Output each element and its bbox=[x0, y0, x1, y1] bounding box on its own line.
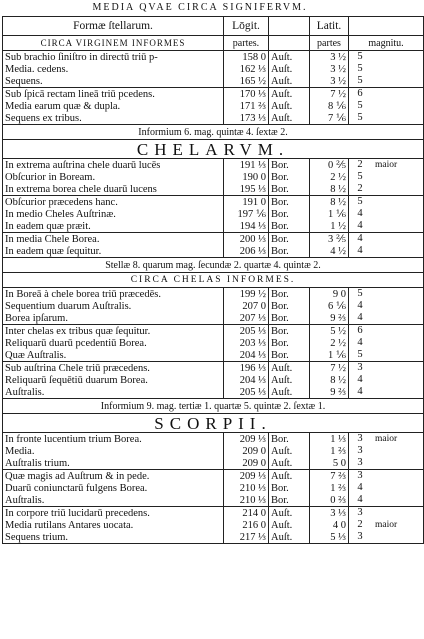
star-name: Duarū coniunctarū fulgens Borea. bbox=[3, 482, 224, 494]
star-latitude: 9 ⅔ bbox=[310, 386, 349, 399]
star-row bbox=[3, 171, 424, 183]
star-magnitude-cell bbox=[349, 337, 424, 349]
star-magnitude: 4 bbox=[357, 208, 363, 219]
star-magnitude-cell bbox=[349, 112, 424, 125]
star-latitude-direction: Bor. bbox=[269, 288, 310, 301]
star-longitude: 191 0 bbox=[224, 196, 269, 209]
star-latitude: 1 ⅓ bbox=[310, 433, 349, 446]
star-latitude-direction: Bor. bbox=[269, 159, 310, 172]
star-magnitude-cell bbox=[349, 531, 424, 544]
star-longitude: 204 ⅓ bbox=[224, 374, 269, 386]
star-magnitude-cell bbox=[349, 519, 424, 531]
star-magnitude: 3 bbox=[357, 470, 363, 481]
star-latitude: 5 ½ bbox=[310, 325, 349, 338]
star-magnitude: 4 bbox=[357, 220, 363, 231]
star-magnitude-cell bbox=[349, 507, 424, 520]
star-magnitude-cell bbox=[349, 196, 424, 209]
star-name: In eadem quæ præit. bbox=[3, 220, 224, 233]
subheader-blank bbox=[269, 36, 310, 51]
star-name: Media. bbox=[3, 445, 224, 457]
star-longitude: 209 ⅓ bbox=[224, 470, 269, 483]
star-row bbox=[3, 325, 424, 338]
star-name: Obſcurior in Boream. bbox=[3, 171, 224, 183]
star-latitude-direction: Auſt. bbox=[269, 374, 310, 386]
star-latitude: 6 ⅙ bbox=[310, 300, 349, 312]
star-longitude: 217 ⅓ bbox=[224, 531, 269, 544]
star-latitude: 1 ½ bbox=[310, 220, 349, 233]
star-magnitude: 4 bbox=[357, 386, 363, 397]
star-longitude: 209 ⅓ bbox=[224, 433, 269, 446]
star-longitude: 194 ⅓ bbox=[224, 220, 269, 233]
star-latitude: 1 ⅔ bbox=[310, 482, 349, 494]
star-row bbox=[3, 386, 424, 399]
star-latitude-direction: Bor. bbox=[269, 494, 310, 507]
star-magnitude-cell bbox=[349, 445, 424, 457]
star-latitude: 9 ⅔ bbox=[310, 312, 349, 325]
star-row bbox=[3, 445, 424, 457]
star-latitude-direction: Bor. bbox=[269, 325, 310, 338]
star-name: In corpore triū lucidarū precedens. bbox=[3, 507, 224, 520]
star-magnitude-cell bbox=[349, 312, 424, 325]
star-row bbox=[3, 337, 424, 349]
star-row bbox=[3, 531, 424, 544]
star-latitude: 4 0 bbox=[310, 519, 349, 531]
star-name: In fronte lucentium trium Borea. bbox=[3, 433, 224, 446]
star-latitude: 2 ½ bbox=[310, 171, 349, 183]
star-latitude: 1 ⅙ bbox=[310, 349, 349, 362]
star-longitude: 197 ⅙ bbox=[224, 208, 269, 220]
scorpii-title: SCORPII. bbox=[3, 414, 424, 433]
star-name: In Boreā à chele borea triū præcedēs. bbox=[3, 288, 224, 301]
star-longitude: 210 ⅓ bbox=[224, 494, 269, 507]
star-row bbox=[3, 362, 424, 375]
star-latitude-direction: Auſt. bbox=[269, 88, 310, 101]
star-magnitude-cell bbox=[349, 159, 424, 172]
star-magnitude: 5 bbox=[357, 51, 363, 62]
star-longitude: 171 ⅔ bbox=[224, 100, 269, 112]
star-latitude-direction: Auſt. bbox=[269, 470, 310, 483]
star-longitude: 210 ⅓ bbox=[224, 482, 269, 494]
star-row bbox=[3, 349, 424, 362]
star-magnitude-cell bbox=[349, 386, 424, 399]
star-row bbox=[3, 112, 424, 125]
star-latitude: 8 ½ bbox=[310, 183, 349, 196]
star-latitude-direction: Bor. bbox=[269, 337, 310, 349]
star-latitude: 1 ⅙ bbox=[310, 208, 349, 220]
star-row bbox=[3, 63, 424, 75]
star-magnitude: 6 bbox=[357, 325, 363, 336]
star-magnitude: 3 bbox=[357, 531, 363, 542]
star-longitude: 190 0 bbox=[224, 171, 269, 183]
star-longitude: 196 ⅓ bbox=[224, 362, 269, 375]
header-partes-lat: partes bbox=[310, 36, 349, 51]
star-magnitude-cell bbox=[349, 220, 424, 233]
star-latitude-direction: Bor. bbox=[269, 233, 310, 246]
star-row bbox=[3, 300, 424, 312]
star-longitude: 165 ½ bbox=[224, 75, 269, 88]
magnitude-note: maior bbox=[375, 434, 398, 444]
star-row bbox=[3, 482, 424, 494]
star-name: Media earum quæ & dupla. bbox=[3, 100, 224, 112]
star-latitude-direction: Auſt. bbox=[269, 112, 310, 125]
star-magnitude: 5 bbox=[357, 100, 363, 111]
star-row bbox=[3, 208, 424, 220]
star-longitude: 204 ⅓ bbox=[224, 349, 269, 362]
star-row bbox=[3, 507, 424, 520]
star-magnitude: 3 bbox=[357, 457, 363, 468]
star-latitude: 7 ½ bbox=[310, 88, 349, 101]
circa-chelas-title-row bbox=[3, 273, 424, 288]
star-catalog-table bbox=[2, 16, 424, 544]
star-magnitude-cell bbox=[349, 171, 424, 183]
star-name: In extrema borea chele duarū lucens bbox=[3, 183, 224, 196]
star-longitude: 205 ⅓ bbox=[224, 386, 269, 399]
star-longitude: 199 ½ bbox=[224, 288, 269, 301]
star-longitude: 214 0 bbox=[224, 507, 269, 520]
star-magnitude-cell bbox=[349, 494, 424, 507]
circa-summary: Informium 9. mag. tertiæ 1. quartæ 5. quintæ 2. ſextæ 1. bbox=[3, 399, 424, 414]
star-latitude: 1 ⅔ bbox=[310, 445, 349, 457]
chelae-summary: Stellæ 8. quarum mag. ſecundæ 2. quartæ 4. quintæ 2. bbox=[3, 258, 424, 273]
header-blank-2 bbox=[349, 17, 424, 36]
star-longitude: 207 0 bbox=[224, 300, 269, 312]
star-magnitude: 4 bbox=[357, 300, 363, 311]
star-row bbox=[3, 233, 424, 246]
star-latitude: 0 ⅔ bbox=[310, 494, 349, 507]
star-latitude: 4 ½ bbox=[310, 245, 349, 258]
star-row bbox=[3, 519, 424, 531]
star-magnitude: 5 bbox=[357, 112, 363, 123]
star-name: In medio Cheles Auſtrinæ. bbox=[3, 208, 224, 220]
star-magnitude-cell bbox=[349, 51, 424, 64]
star-name: Sequens trium. bbox=[3, 531, 224, 544]
star-magnitude-cell bbox=[349, 433, 424, 446]
star-magnitude: 5 bbox=[357, 63, 363, 74]
star-name: In eadem quæ ſequitur. bbox=[3, 245, 224, 258]
star-name: In media Chele Borea. bbox=[3, 233, 224, 246]
star-longitude: 209 0 bbox=[224, 445, 269, 457]
star-longitude: 206 ⅓ bbox=[224, 245, 269, 258]
star-row bbox=[3, 183, 424, 196]
star-magnitude: 4 bbox=[357, 494, 363, 505]
star-magnitude: 4 bbox=[357, 482, 363, 493]
star-name: Sequens ex tribus. bbox=[3, 112, 224, 125]
star-magnitude: 4 bbox=[357, 312, 363, 323]
star-latitude-direction: Auſt. bbox=[269, 519, 310, 531]
star-latitude: 2 ½ bbox=[310, 337, 349, 349]
star-name: Obſcurior præcedens hanc. bbox=[3, 196, 224, 209]
star-latitude-direction: Auſt. bbox=[269, 507, 310, 520]
star-latitude: 0 ⅖ bbox=[310, 159, 349, 172]
star-longitude: 191 ⅓ bbox=[224, 159, 269, 172]
star-magnitude: 3 bbox=[357, 433, 363, 444]
star-latitude-direction: Auſt. bbox=[269, 445, 310, 457]
star-name: Reliquarū ſequētiū duarum Borea. bbox=[3, 374, 224, 386]
star-name: Quæ Auſtralis. bbox=[3, 349, 224, 362]
star-latitude-direction: Auſt. bbox=[269, 362, 310, 375]
star-magnitude: 4 bbox=[357, 245, 363, 256]
star-latitude-direction: Auſt. bbox=[269, 63, 310, 75]
star-row bbox=[3, 433, 424, 446]
star-magnitude-cell bbox=[349, 470, 424, 483]
star-magnitude-cell bbox=[349, 63, 424, 75]
star-longitude: 170 ⅓ bbox=[224, 88, 269, 101]
star-latitude-direction: Bor. bbox=[269, 196, 310, 209]
star-magnitude-cell bbox=[349, 482, 424, 494]
star-row bbox=[3, 457, 424, 470]
star-magnitude-cell bbox=[349, 457, 424, 470]
circa-summary-row bbox=[3, 399, 424, 414]
star-longitude: 216 0 bbox=[224, 519, 269, 531]
star-latitude-direction: Auſt. bbox=[269, 100, 310, 112]
star-magnitude: 2 bbox=[357, 183, 363, 194]
star-magnitude: 2 bbox=[357, 519, 363, 530]
star-latitude: 5 0 bbox=[310, 457, 349, 470]
header-magnitu: magnitu. bbox=[349, 36, 424, 51]
star-magnitude-cell bbox=[349, 325, 424, 338]
star-magnitude: 3 bbox=[357, 507, 363, 518]
header-blank bbox=[269, 17, 310, 36]
star-magnitude: 5 bbox=[357, 75, 363, 86]
scorpii-title-row bbox=[3, 414, 424, 433]
star-row bbox=[3, 220, 424, 233]
star-name: Inter chelas ex tribus quæ ſequitur. bbox=[3, 325, 224, 338]
virgo-summary-row bbox=[3, 125, 424, 140]
star-longitude: 195 ⅓ bbox=[224, 183, 269, 196]
star-name: Sub brachio ſiniſtro in directū triū p- bbox=[3, 51, 224, 64]
star-longitude: 209 0 bbox=[224, 457, 269, 470]
star-magnitude: 4 bbox=[357, 374, 363, 385]
star-latitude-direction: Bor. bbox=[269, 433, 310, 446]
star-longitude: 200 ⅓ bbox=[224, 233, 269, 246]
star-row bbox=[3, 196, 424, 209]
star-name: Media. cedens. bbox=[3, 63, 224, 75]
star-latitude-direction: Auſt. bbox=[269, 51, 310, 64]
star-magnitude-cell bbox=[349, 100, 424, 112]
star-row bbox=[3, 494, 424, 507]
header-latit: Latit. bbox=[310, 17, 349, 36]
star-latitude: 8 ½ bbox=[310, 374, 349, 386]
star-name: Auſtralis. bbox=[3, 386, 224, 399]
star-row bbox=[3, 374, 424, 386]
star-row bbox=[3, 245, 424, 258]
magnitude-note: maior bbox=[375, 520, 398, 530]
virgo-summary: Informium 6. mag. quintæ 4. ſextæ 2. bbox=[3, 125, 424, 140]
star-magnitude-cell bbox=[349, 233, 424, 246]
star-latitude: 7 ½ bbox=[310, 362, 349, 375]
star-magnitude: 5 bbox=[357, 196, 363, 207]
star-magnitude: 3 bbox=[357, 362, 363, 373]
star-row bbox=[3, 288, 424, 301]
star-magnitude-cell bbox=[349, 300, 424, 312]
circa-virginem-heading: CIRCA VIRGINEM INFORMES bbox=[3, 36, 224, 51]
star-latitude-direction: Auſt. bbox=[269, 457, 310, 470]
star-row bbox=[3, 75, 424, 88]
star-magnitude-cell bbox=[349, 349, 424, 362]
star-latitude-direction: Bor. bbox=[269, 482, 310, 494]
star-name: Borea ipſarum. bbox=[3, 312, 224, 325]
star-longitude: 158 0 bbox=[224, 51, 269, 64]
star-name: Sub auſtrina Chele triū præcedens. bbox=[3, 362, 224, 375]
star-name: Auſtralis. bbox=[3, 494, 224, 507]
header-longit: Lōgit. bbox=[224, 17, 269, 36]
star-latitude-direction: Bor. bbox=[269, 245, 310, 258]
star-magnitude: 5 bbox=[357, 349, 363, 360]
star-magnitude: 3 bbox=[357, 445, 363, 456]
star-latitude-direction: Bor. bbox=[269, 300, 310, 312]
star-row bbox=[3, 312, 424, 325]
star-magnitude-cell bbox=[349, 288, 424, 301]
header-formae: Formæ ſtellarum. bbox=[3, 17, 224, 36]
subheader-row bbox=[3, 36, 424, 51]
star-magnitude-cell bbox=[349, 362, 424, 375]
chelae-title-row bbox=[3, 140, 424, 159]
star-latitude: 3 ½ bbox=[310, 51, 349, 64]
star-latitude: 7 ⅔ bbox=[310, 470, 349, 483]
star-latitude-direction: Auſt. bbox=[269, 386, 310, 399]
star-magnitude-cell bbox=[349, 75, 424, 88]
star-magnitude-cell bbox=[349, 88, 424, 101]
column-header-row bbox=[3, 17, 424, 36]
star-longitude: 207 ⅓ bbox=[224, 312, 269, 325]
star-name: Sequentium duarum Auſtralis. bbox=[3, 300, 224, 312]
star-name: In extrema auſtrina chele duarū lucēs bbox=[3, 159, 224, 172]
star-row bbox=[3, 159, 424, 172]
star-name: Reliquarū duarū pcedentiū Borea. bbox=[3, 337, 224, 349]
star-magnitude: 4 bbox=[357, 337, 363, 348]
header-partes-long: partes. bbox=[224, 36, 269, 51]
running-head: MEDIA QVAE CIRCA SIGNIFERVM. bbox=[92, 2, 308, 13]
star-latitude: 9 0 bbox=[310, 288, 349, 301]
star-latitude: 8 ⅙ bbox=[310, 100, 349, 112]
star-name: Sequens. bbox=[3, 75, 224, 88]
chelae-summary-row bbox=[3, 258, 424, 273]
star-latitude: 3 ½ bbox=[310, 63, 349, 75]
star-longitude: 203 ⅓ bbox=[224, 337, 269, 349]
star-name: Media rutilans Antares uocata. bbox=[3, 519, 224, 531]
star-row bbox=[3, 88, 424, 101]
chelae-title: CHELARVM. bbox=[3, 140, 424, 159]
magnitude-note: maior bbox=[375, 160, 398, 170]
star-longitude: 162 ⅓ bbox=[224, 63, 269, 75]
star-name: Auſtralis trium. bbox=[3, 457, 224, 470]
star-latitude: 8 ½ bbox=[310, 196, 349, 209]
star-latitude-direction: Auſt. bbox=[269, 75, 310, 88]
star-magnitude-cell bbox=[349, 183, 424, 196]
star-magnitude-cell bbox=[349, 374, 424, 386]
star-magnitude: 5 bbox=[357, 171, 363, 182]
star-latitude-direction: Bor. bbox=[269, 171, 310, 183]
star-row bbox=[3, 100, 424, 112]
catalog-body bbox=[3, 17, 424, 544]
star-latitude-direction: Bor. bbox=[269, 349, 310, 362]
star-magnitude-cell bbox=[349, 245, 424, 258]
star-latitude: 7 ⅙ bbox=[310, 112, 349, 125]
star-latitude: 3 ½ bbox=[310, 75, 349, 88]
circa-chelas-title: CIRCA CHELAS INFORMES. bbox=[3, 273, 424, 288]
star-latitude-direction: Bor. bbox=[269, 220, 310, 233]
star-magnitude-cell bbox=[349, 208, 424, 220]
star-row bbox=[3, 51, 424, 64]
star-longitude: 205 ⅓ bbox=[224, 325, 269, 338]
star-magnitude: 5 bbox=[357, 288, 363, 299]
star-latitude-direction: Bor. bbox=[269, 208, 310, 220]
star-row bbox=[3, 470, 424, 483]
star-latitude-direction: Bor. bbox=[269, 183, 310, 196]
star-latitude-direction: Auſt. bbox=[269, 531, 310, 544]
star-latitude: 5 ⅓ bbox=[310, 531, 349, 544]
star-name: Sub ſpicā rectam lineā triū pcedens. bbox=[3, 88, 224, 101]
star-latitude-direction: Bor. bbox=[269, 312, 310, 325]
star-magnitude: 6 bbox=[357, 88, 363, 99]
star-latitude: 3 ⅖ bbox=[310, 233, 349, 246]
star-magnitude: 4 bbox=[357, 233, 363, 244]
star-name: Quæ magis ad Auſtrum & in pede. bbox=[3, 470, 224, 483]
star-latitude: 3 ⅓ bbox=[310, 507, 349, 520]
star-magnitude: 2 bbox=[357, 159, 363, 170]
star-longitude: 173 ⅓ bbox=[224, 112, 269, 125]
